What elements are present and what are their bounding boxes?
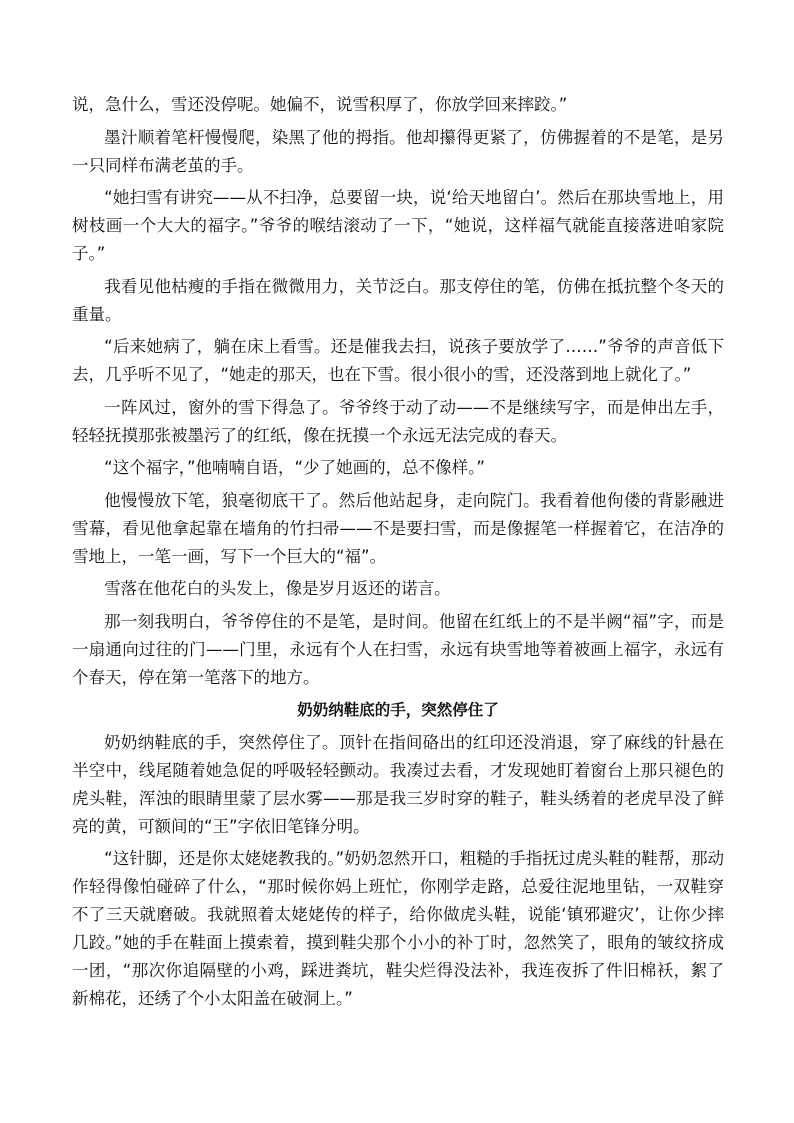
paragraph: “这个福字，”他喃喃自语，“少了她画的，总不像样。” <box>104 458 485 477</box>
paragraph: “这针脚，还是你太姥姥教我的。”奶奶忽然开口，粗糙的手指抚过虎头鞋的鞋帮，那动作轻得像怕碰碎了什么，“那时候你妈上班忙，你刚学走路，总爱往泥地里钻，一双鞋穿不了三天就磨破。我就照着太姥姥传的样子，给你做虎头鞋，说能‘镇邪避灾’，让你少摔几跤。”她的手在鞋面上摸索着，摸到鞋尖那个小小的补丁时，忽然笑了，眼角的皱纹挤成一团，“那次你追隔壁的小鸡，踩进粪坑，鞋尖烂得没法补，我连夜拆了件旧棉袄，絮了新棉花，还绣了个小太阳盖在破洞上。” <box>72 849 724 1008</box>
paragraph: 奶奶纳鞋底的手，突然停住了。顶针在指间硌出的红印还没消退，穿了麻线的针悬在半空中，线尾随着她急促的呼吸轻轻颤动。我凑过去看，才发现她盯着窗台上那只褪色的虎头鞋，浑浊的眼睛里蒙了层水雾——那是我三岁时穿的鞋子，鞋头绣着的老虎早没了鲜亮的黄，可额间的“王”字依旧笔锋分明。 <box>72 732 724 836</box>
paragraph: “后来她病了，躺在床上看雪。还是催我去扫，说孩子要放学了……”爷爷的声音低下去，几乎听不见了，“她走的那天，也在下雪。很小很小的雪，还没落到地上就化了。” <box>72 337 724 384</box>
paragraph: 我看见他枯瘦的手指在微微用力，关节泛白。那支停住的笔，仿佛在抵抗整个冬天的重量。 <box>72 276 724 324</box>
paragraph: 说，急什么，雪还没停呢。她偏不，说雪积厚了，你放学回来摔跤。” <box>72 95 568 114</box>
paragraph: 雪落在他花白的头发上，像是岁月返还的诺言。 <box>104 579 451 598</box>
document-page <box>72 91 724 1018</box>
paragraph: “她扫雪有讲究——从不扫净，总要留一块，说‘给天地留白’。然后在那块雪地上，用树枝画一个大大的福字。”爷爷的喉结滚动了一下，“她说，这样福气就能直接落进咱家院子。” <box>72 188 724 263</box>
paragraph: 一阵风过，窗外的雪下得急了。爷爷终于动了动——不是继续写字，而是伸出左手，轻轻抚摸那张被墨污了的红纸，像在抚摸一个永远无法完成的春天。 <box>72 397 724 445</box>
section-heading: 奶奶纳鞋底的手，突然停住了 <box>297 701 499 719</box>
paragraph: 墨汁顺着笔杆慢慢爬，染黑了他的拇指。他却攥得更紧了，仿佛握着的不是笔，是另一只同样布满老茧的手。 <box>72 127 724 175</box>
paragraph: 他慢慢放下笔，狼毫彻底干了。然后他站起身，走向院门。我看着他佝偻的背影融进雪幕，看见他拿起靠在墙角的竹扫帚——不是要扫雪，而是像握笔一样握着它，在洁净的雪地上，一笔一画，写下一个巨大的“福”。 <box>72 490 724 566</box>
paragraph: 那一刻我明白，爷爷停住的不是笔，是时间。他留在红纸上的不是半阙“福”字，而是一扇通向过往的门——门里，永远有个人在扫雪，永远有块雪地等着被画上福字，永远有个春天，停在第一笔落下的地方。 <box>72 611 724 687</box>
